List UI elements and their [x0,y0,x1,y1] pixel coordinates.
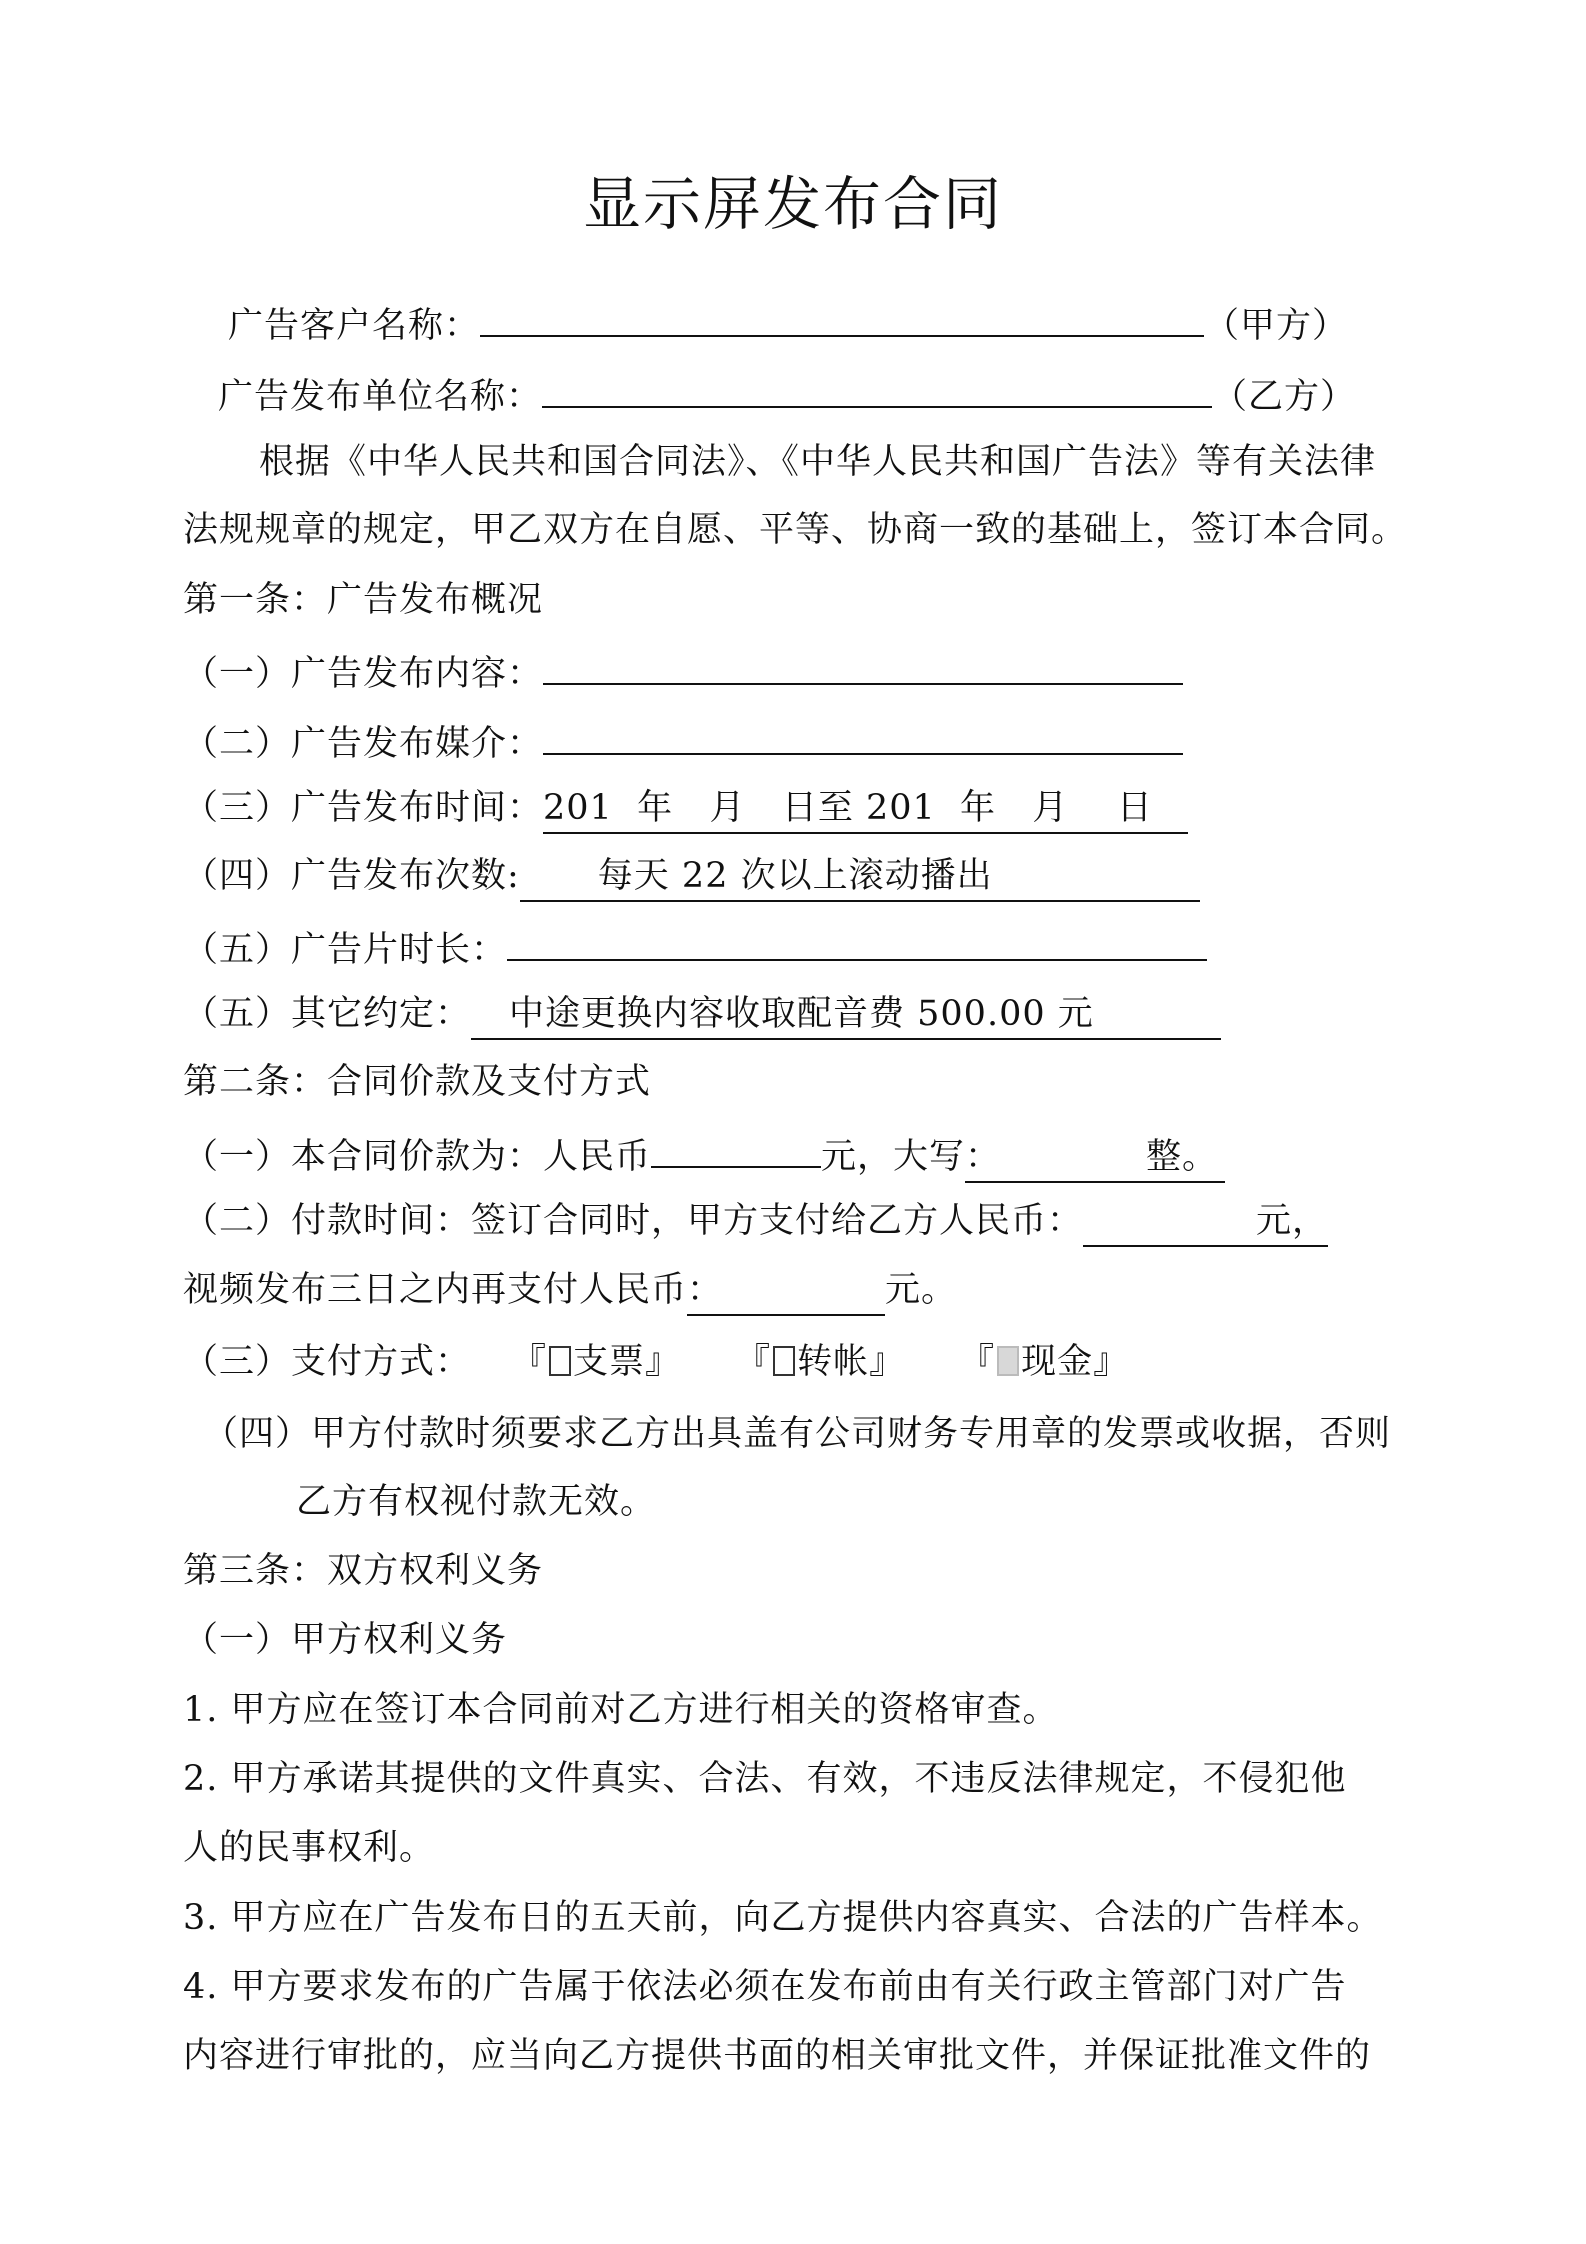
payment-time-field[interactable] [1083,1197,1328,1247]
ad-content-field[interactable] [543,645,1183,685]
price-end: 整。 [1146,1137,1219,1177]
payment-method-label: （三）支付方式： [183,1342,472,1382]
invoice-line-2: 乙方有权视付款无效。 [296,1482,657,1522]
party-a-line [228,297,1348,350]
option-check-label: 支票 [573,1342,646,1382]
price-colon: ： [965,1137,1002,1177]
bracket-close: 』 [645,1342,682,1382]
article-3-heading: 第三条：双方权利义务 [183,1551,544,1591]
ad-time-value[interactable]: 201 年 月 日至 201 年 月 日 [543,784,1188,834]
bracket-close: 』 [1093,1342,1130,1382]
party-b-line [218,368,1356,421]
ad-media-label: （二）广告发布媒介： [183,724,544,764]
party-b-field[interactable] [542,368,1212,408]
option-cash-label: 现金 [1021,1342,1094,1382]
ad-duration-line [183,921,1207,974]
article-2-heading: 第二条：合同价款及支付方式 [183,1062,652,1102]
ad-media-field[interactable] [543,715,1183,755]
ad-count-line [183,852,1200,902]
ad-other-value[interactable]: 中途更换内容收取配音费 500.00 元 [471,990,1221,1040]
ad-media-line [183,715,1183,768]
ad-count-label: （四）广告发布次数: [183,856,520,896]
video-yuan: 元。 [885,1270,958,1310]
video-payment-line [183,1266,957,1316]
price-amount-field[interactable] [651,1128,821,1168]
ad-duration-label: （五）广告片时长： [183,930,508,970]
payment-time-label: （二）付款时间：签订合同时，甲方支付给乙方人民币： [183,1201,1084,1241]
party-a-suffix: （甲方） [1204,306,1349,346]
payment-method-line [183,1338,1129,1386]
option-cash[interactable] [959,1342,1129,1382]
obligation-item-4-line-2: 内容进行审批的，应当向乙方提供书面的相关审批文件，并保证批准文件的 [183,2036,1372,2076]
ad-time-label: （三）广告发布时间： [183,788,544,828]
bracket-open: 『 [511,1342,548,1382]
ad-duration-field[interactable] [507,921,1207,961]
invoice-line-1: （四）甲方付款时须要求乙方出具盖有公司财务专用章的发票或收据，否则 [203,1414,1392,1454]
ad-content-line [183,645,1183,698]
party-a-field[interactable] [480,297,1204,337]
option-transfer[interactable] [735,1342,905,1382]
page-title: 显示屏发布合同 [582,170,1003,238]
option-check[interactable] [511,1342,681,1382]
price-line [183,1128,1225,1183]
preamble-line-1: 根据《中华人民共和国合同法》、《中华人民共和国广告法》等有关法律 [259,442,1377,482]
price-label: （一）本合同价款为：人民币 [183,1137,652,1177]
obligation-item-2-line-2: 人的民事权利。 [183,1828,436,1868]
party-b-label: 广告发布单位名称： [218,377,543,417]
bracket-open: 『 [959,1342,996,1382]
preamble-line-2: 法规规章的规定，甲乙双方在自愿、平等、协商一致的基础上，签订本合同。 [183,510,1408,550]
ad-content-label: （一）广告发布内容： [183,654,544,694]
ad-other-label: （五）其它约定： [183,994,472,1034]
option-transfer-label: 转帐 [797,1342,870,1382]
price-mid: 元，大写 [821,1137,966,1177]
price-uppercase-field[interactable] [965,1133,1225,1183]
video-colon: ： [687,1270,724,1310]
checkbox-icon[interactable] [997,1346,1019,1376]
checkbox-icon[interactable] [773,1346,795,1376]
bracket-open: 『 [735,1342,772,1382]
payment-time-yuan: 元， [1256,1201,1329,1241]
bracket-close: 』 [869,1342,906,1382]
party-a-label: 广告客户名称： [228,306,481,346]
party-a-rights-heading: （一）甲方权利义务 [183,1620,508,1660]
party-b-suffix: （乙方） [1212,377,1357,417]
ad-other-line [183,990,1221,1040]
article-1-heading: 第一条：广告发布概况 [183,580,544,620]
obligation-item-4-line-1: 4. 甲方要求发布的广告属于依法必须在发布前由有关行政主管部门对广告 [183,1967,1347,2007]
obligation-item-2-line-1: 2. 甲方承诺其提供的文件真实、合法、有效，不违反法律规定，不侵犯他 [183,1759,1347,1799]
obligation-item-3: 3. 甲方应在广告发布日的五天前，向乙方提供内容真实、合法的广告样本。 [183,1898,1383,1938]
video-payment-label: 视频发布三日之内再支付人民币 [183,1270,688,1310]
video-payment-field[interactable] [687,1266,885,1316]
ad-count-value[interactable]: 每天 22 次以上滚动播出 [520,852,1200,902]
payment-time-line [183,1197,1328,1247]
ad-time-line [183,784,1188,834]
checkbox-icon[interactable] [549,1346,571,1376]
obligation-item-1: 1. 甲方应在签订本合同前对乙方进行相关的资格审查。 [183,1690,1059,1730]
